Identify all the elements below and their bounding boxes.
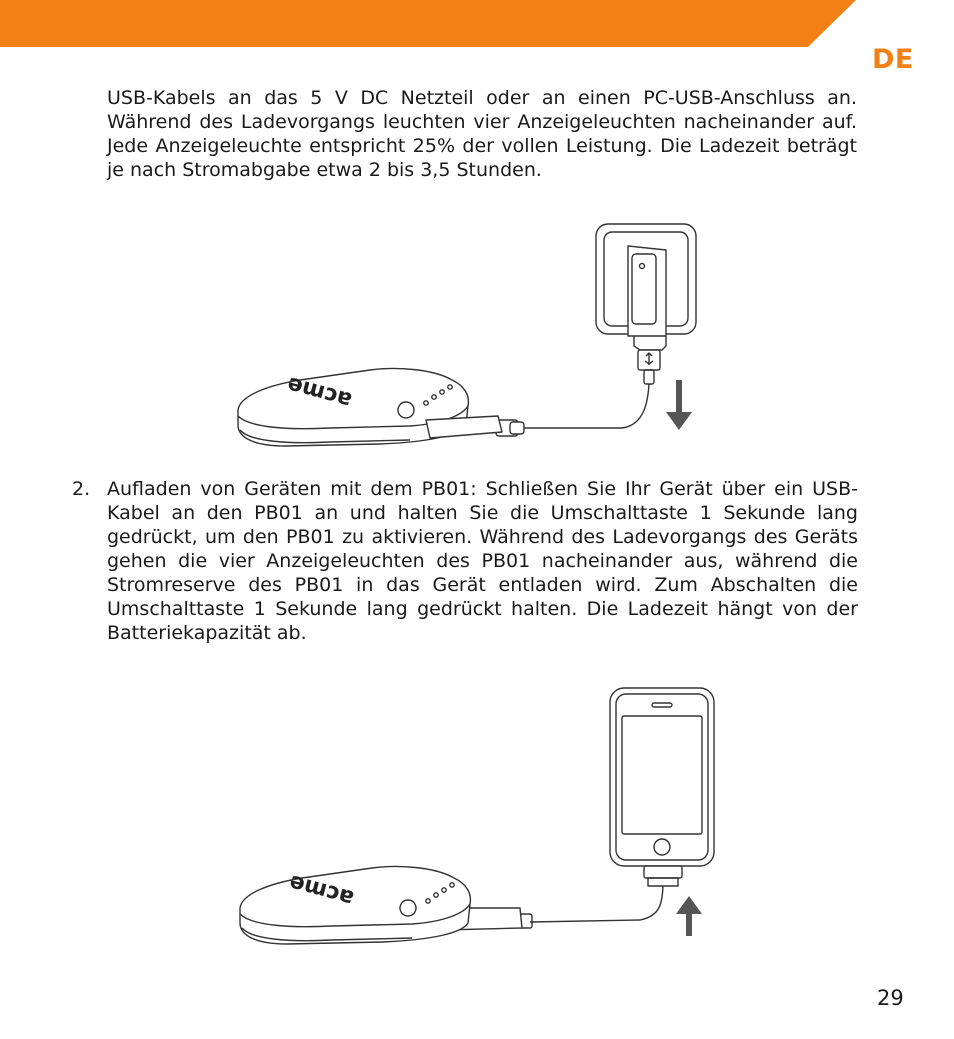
language-tag: DE <box>872 44 914 75</box>
header-banner <box>0 0 954 50</box>
intro-paragraph: USB-Kabels an das 5 V DC Netzteil oder an einen PC-USB-Anschluss an. Während des Ladevorgangs leuchten vier Anzeigeleuchten nacheinander auf. Jede Anzeigeleuchte entspricht 25% der vollen Leistung. Die Ladezeit beträgt je nach Stromabgabe etwa 2 bis 3,5 Stunden. <box>107 87 857 181</box>
charging-phone-illustration <box>230 684 730 954</box>
usb-cable <box>530 886 663 922</box>
charging-powerbank-illustration <box>230 220 710 460</box>
usb-cable <box>518 384 649 428</box>
power-bank <box>240 866 470 944</box>
list-item-text: Aufladen von Geräten mit dem PB01: Schließen Sie Ihr Gerät über ein USB-Kabel an den PB01 an und halten Sie die Umschalttaste 1 Sekunde lang gedrückt, um den PB01 zu aktivieren. Während des Ladevorgangs des Geräts gehen die vier Anzeigeleuchten des PB01 nacheinander aus, während die Stromreserve des PB01 in das Gerät entladen wird. Zum Abschalten die Umschalttaste 1 Sekunde lang gedrückt halten. Die Ladezeit hängt von der Batteriekapazität ab. <box>107 478 858 644</box>
device-logo: acme <box>286 869 357 911</box>
arrow-down-icon <box>666 380 692 430</box>
arrow-up-icon <box>676 896 702 936</box>
power-adapter <box>628 246 666 336</box>
page-number: 29 <box>877 986 904 1010</box>
list-item-number: 2. <box>72 478 91 500</box>
device-logo: acme <box>284 371 355 413</box>
